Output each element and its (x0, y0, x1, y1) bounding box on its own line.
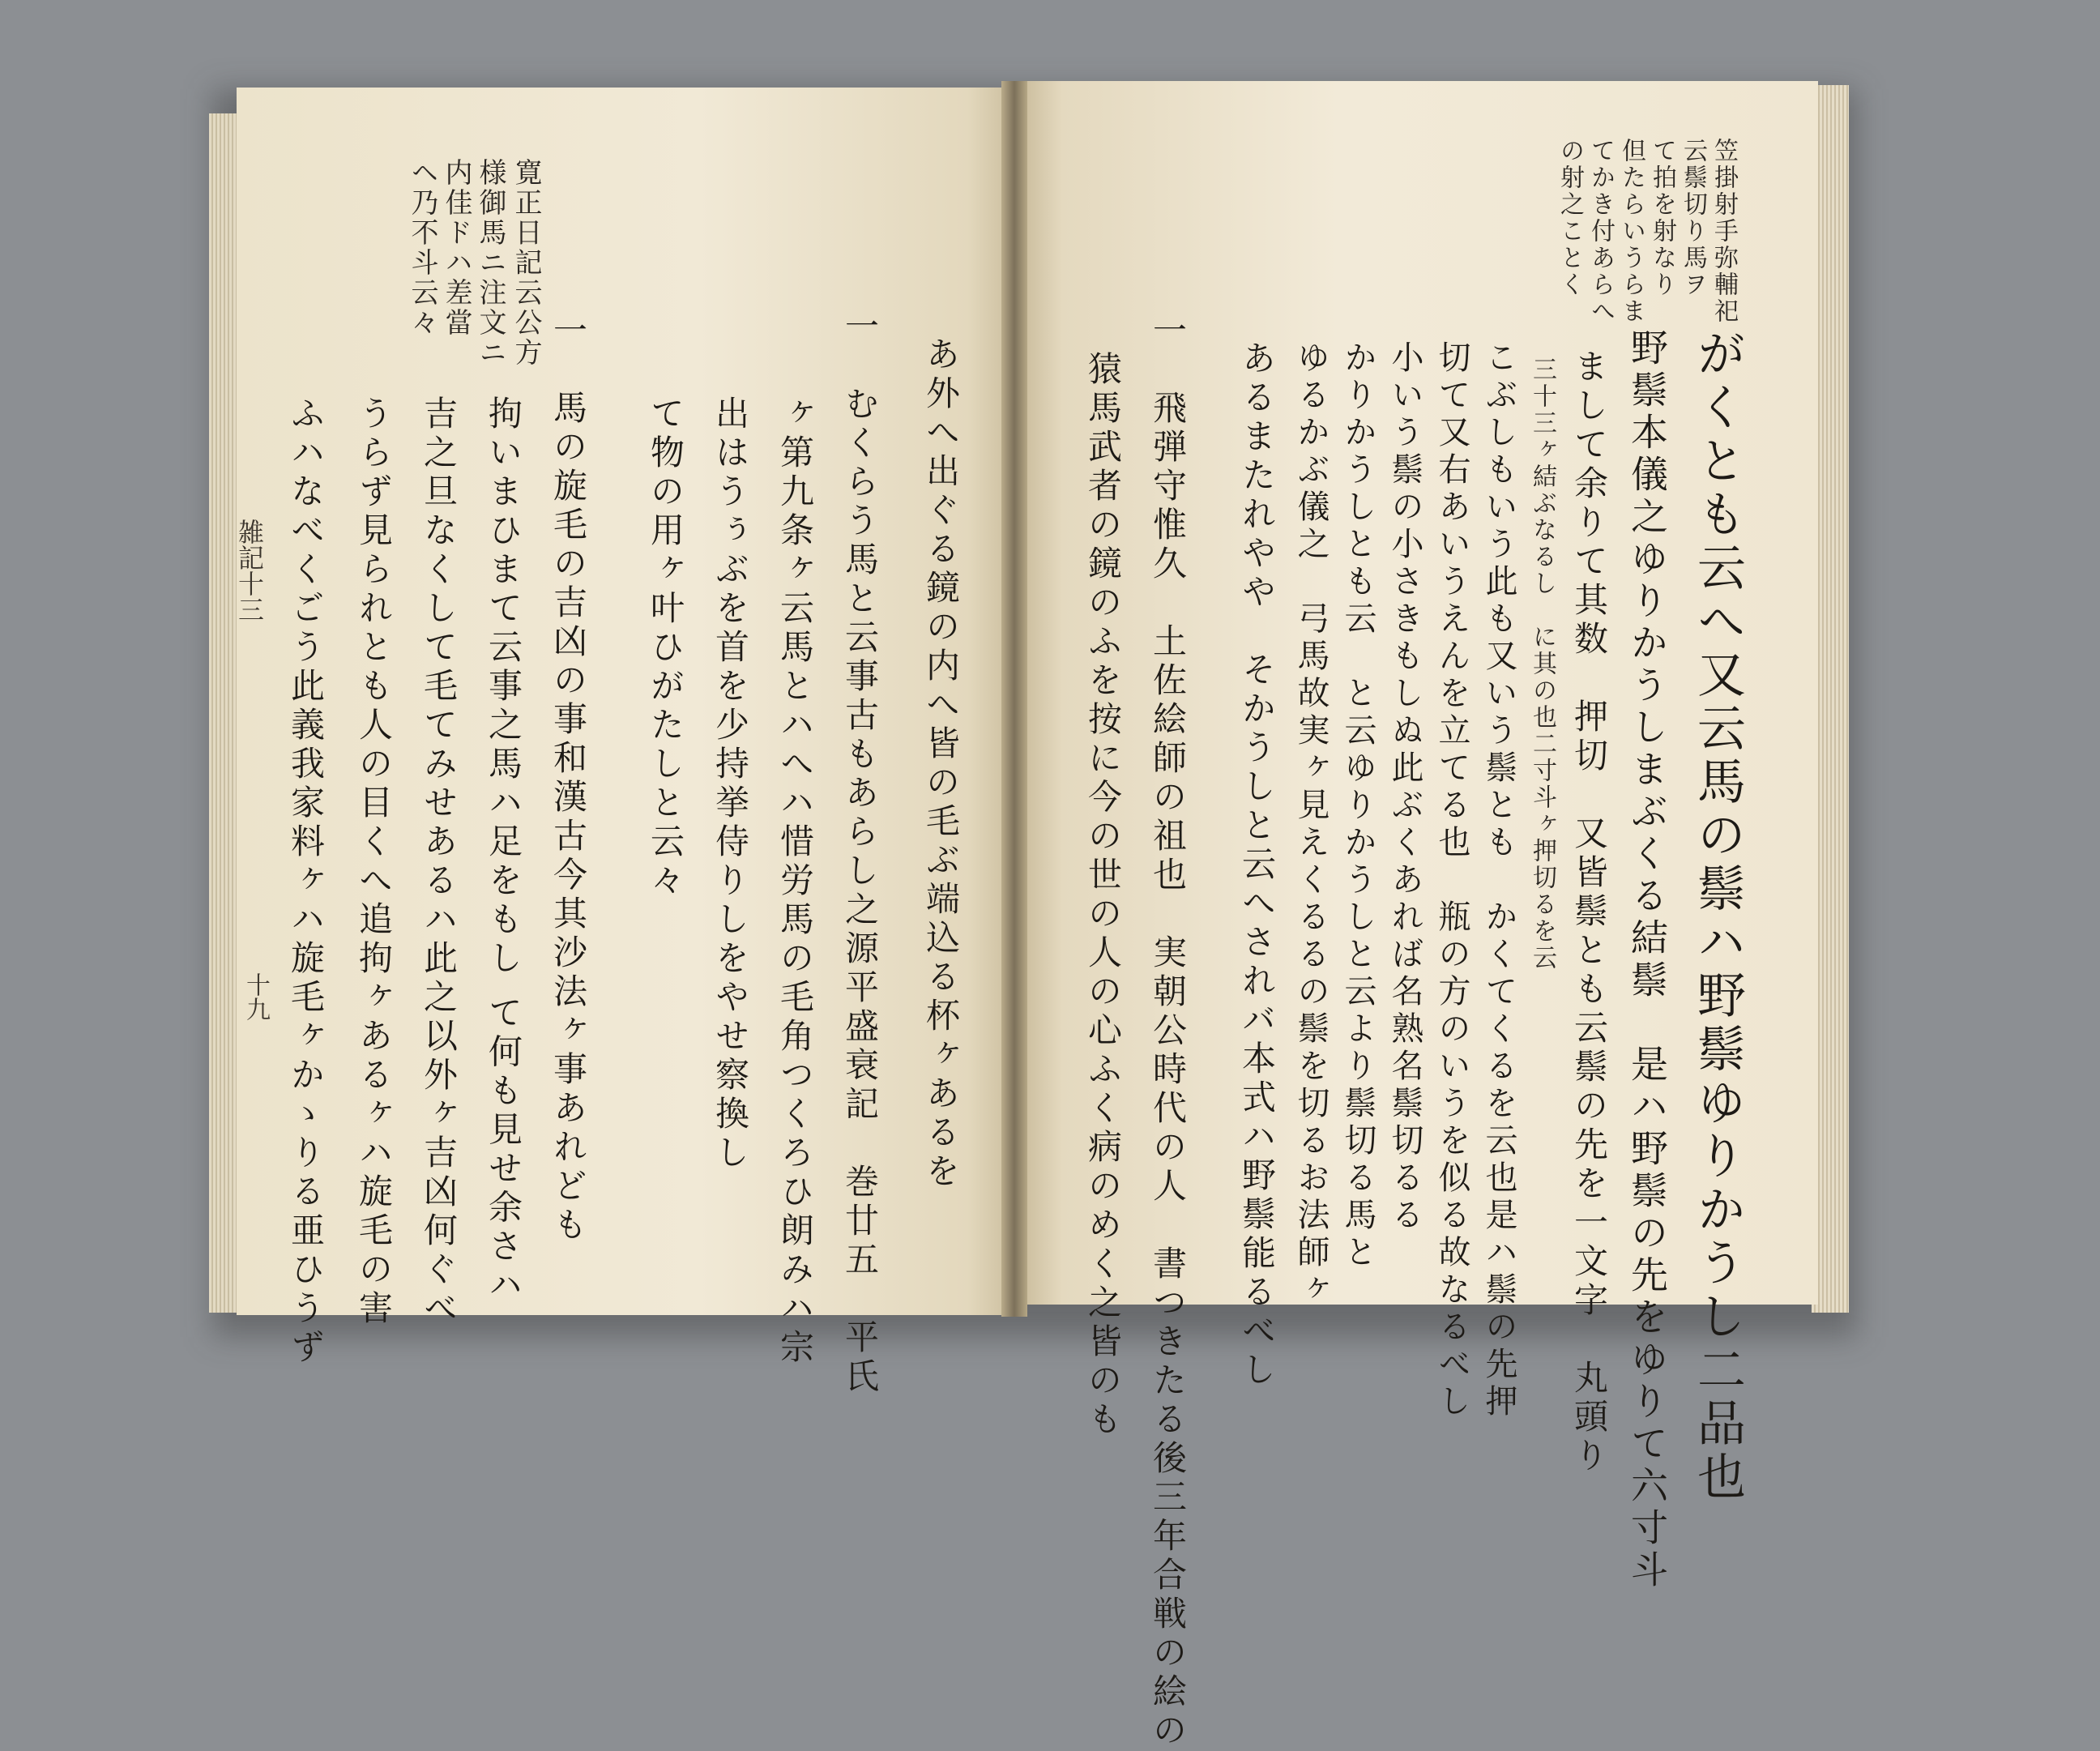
text-column: ヶ第九条ヶ云馬とハへハ惜労馬の毛角つくろひ朗みハ宗 (775, 357, 815, 1368)
text-column: 三十三ヶ結ぶなるし に其の也二寸斗ヶ押切るを云 (1528, 357, 1556, 972)
note-line: の射之ことく (1556, 138, 1584, 298)
text-column: 吉之旦なくして毛てみせあるハ此之以外ヶ吉凶何ぐべ (419, 357, 459, 1329)
note-line: て拍を射なり (1648, 138, 1676, 298)
note-line: てかき付あらへ (1586, 138, 1615, 325)
text-column: あ外へ出ぐる鏡の内へ皆の毛ぶ端込る杯ヶあるを (921, 336, 961, 1192)
text-column: 一 飛弾守惟久 土佐絵師の祖也 実朝公時代の人 書つきたる後三年合戦の絵の (1148, 312, 1188, 1751)
note-line: 但たらいうらま (1617, 138, 1645, 325)
text-column: かりかうしとも云 と云ゆりかうしと云より鬃切る馬と (1339, 340, 1377, 1272)
note-line: ヘ乃不斗云々 (406, 158, 438, 338)
margin-label: 雑記十三 (234, 519, 265, 622)
text-column: あるまたれやや そかうしと云へされバ本式ハ野鬃能るべし (1237, 340, 1277, 1390)
text-column: 一 むくらう馬と云事古もあらし之源平盛衰記 巻廿五 平氏 (840, 308, 880, 1397)
text-column: 切て又右あいうえんを立てる也 瓶の方のいうを似る故なるべし (1433, 340, 1470, 1421)
note-line: 云鬃切り馬ヲ (1679, 138, 1707, 298)
text-column: こぶしもいう此も又いう鬃とも かくてくるを云也是ハ鬃の先押 (1480, 340, 1517, 1421)
text-column: て物の用ヶ叶ひがたしと云々 (646, 357, 685, 901)
text-column: ゆるかぶ儀之 弓馬故実ヶ見えくるるの鬃を切るお法師ヶ (1292, 340, 1330, 1309)
left-page (234, 88, 1006, 1315)
text-column: 拘いまひまて云事之馬ハ足をもし て何も見せ余さハ (484, 357, 523, 1306)
text-column: 一 馬の旋毛の吉凶の事和漢古今其沙法ヶ事あれども (548, 312, 588, 1245)
text-column: 出はうぅぶを首を少持挙侍りしをやせ察換し (711, 357, 750, 1173)
text-column: まして余りて其数 押切 又皆鬃とも云鬃の先を一文字 丸頭り (1569, 348, 1609, 1476)
note-line: 寛正日記云公方 (510, 158, 542, 368)
text-column: うらず見られとも人の目くへ追拘ヶあるヶハ旋毛の害 (354, 357, 394, 1329)
book-gutter (1001, 81, 1027, 1317)
note-line: 笠掛射手弥輔祀 (1709, 138, 1738, 325)
note-line: 様御馬ニ注文ニ (474, 158, 506, 368)
text-column: がくとも云へ又云馬の鬃ハ野鬃ゆりかうし二品也 (1689, 328, 1746, 1505)
folio-number: 十九 (241, 972, 270, 1021)
text-column: 猿馬武者の鏡のふを按に今の世の人の心ふく病のめく之皆のも (1083, 312, 1123, 1440)
text-column: 小いう鬃の小さきもしぬ此ぶくあれば名熟名鬃切るる (1386, 340, 1423, 1235)
text-column: ふハなべくごう此義我家料ヶハ旋毛ヶかゝりる亜ひうず (286, 357, 326, 1368)
text-column: 野鬃本儀之ゆりかうしまぶくる結鬃 是ハ野鬃の先をゆりて六寸斗 (1625, 328, 1669, 1592)
note-line: 内佳ドハ差當 (440, 158, 472, 338)
